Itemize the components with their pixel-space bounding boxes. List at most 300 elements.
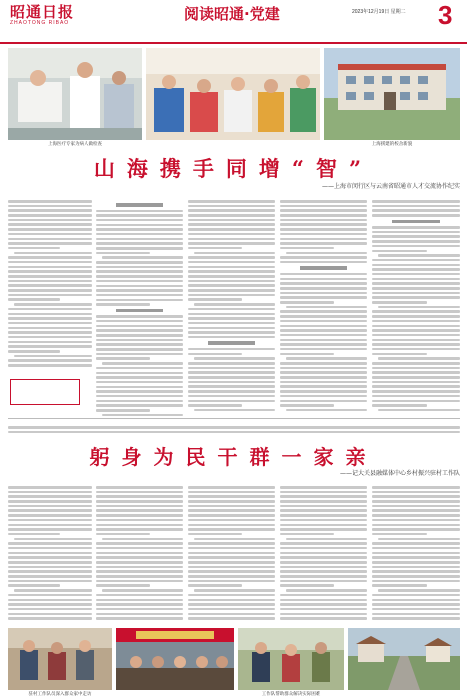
photo-village-road[interactable]	[348, 628, 460, 690]
text-line-placeholder	[194, 252, 275, 255]
medical-exam-image	[8, 48, 142, 140]
text-line-placeholder	[372, 292, 460, 295]
text-line-placeholder	[280, 247, 334, 250]
text-line-placeholder	[188, 533, 242, 536]
text-line-placeholder	[96, 247, 183, 250]
text-line-placeholder	[372, 259, 460, 262]
text-line-placeholder	[96, 575, 183, 578]
text-line-placeholder	[96, 509, 183, 512]
article1-column-1	[8, 200, 92, 370]
text-line-placeholder	[188, 528, 275, 531]
text-line-placeholder	[96, 381, 183, 384]
text-line-placeholder	[8, 613, 92, 616]
text-line-placeholder	[188, 617, 275, 620]
text-line-placeholder	[8, 313, 92, 316]
text-line-placeholder	[8, 256, 92, 259]
highlight-text	[11, 380, 79, 384]
article2-column-5	[372, 486, 460, 624]
article1-column-5	[372, 200, 460, 415]
text-line-placeholder	[8, 219, 92, 222]
text-line-placeholder	[286, 306, 367, 309]
text-line-placeholder	[372, 509, 460, 512]
text-line-placeholder	[372, 376, 460, 379]
photo-help-villagers[interactable]	[238, 628, 344, 690]
masthead-rule	[0, 42, 467, 44]
photo-caption: 工作队帮助群众解决实际困难	[261, 691, 321, 696]
text-line-placeholder	[96, 404, 183, 407]
text-line-placeholder	[8, 331, 92, 334]
text-line-placeholder	[8, 298, 60, 301]
text-line-placeholder	[96, 580, 183, 583]
text-line-placeholder	[372, 575, 460, 578]
issue-date: 2023年12月19日 星期二	[352, 9, 406, 15]
text-line-placeholder	[188, 561, 275, 564]
text-line-placeholder	[8, 617, 92, 620]
text-line-placeholder	[280, 256, 367, 259]
text-line-placeholder	[280, 500, 367, 503]
text-line-placeholder	[188, 298, 242, 301]
text-line-placeholder	[372, 296, 460, 299]
text-line-placeholder	[96, 524, 183, 527]
text-line-placeholder	[280, 505, 367, 508]
text-line-placeholder	[188, 367, 275, 370]
text-line-placeholder	[8, 336, 92, 339]
text-line-placeholder	[378, 538, 460, 541]
article1-column-4	[280, 200, 367, 415]
text-line-placeholder	[188, 313, 275, 316]
text-line-placeholder	[188, 242, 275, 245]
text-line-placeholder	[188, 376, 275, 379]
text-line-placeholder	[14, 355, 92, 358]
text-line-placeholder	[96, 528, 183, 531]
text-line-placeholder	[96, 325, 183, 328]
text-line-placeholder	[96, 270, 183, 273]
text-line-placeholder	[372, 320, 460, 323]
text-line-placeholder	[372, 519, 460, 522]
text-line-placeholder	[8, 552, 92, 555]
text-line-placeholder	[8, 528, 92, 531]
text-line-placeholder	[14, 589, 92, 592]
article1-subtitle: ——上海市闵行区与云南省昭通市人才交流协作纪实	[321, 183, 460, 190]
text-line-placeholder	[188, 404, 242, 407]
text-line-placeholder	[8, 280, 92, 283]
text-line-placeholder	[188, 505, 275, 508]
text-line-placeholder	[8, 599, 92, 602]
text-line-placeholder	[96, 303, 150, 306]
photo-students[interactable]	[146, 48, 320, 140]
text-line-placeholder	[372, 580, 460, 583]
text-line-placeholder	[8, 350, 60, 353]
text-line-placeholder	[8, 359, 92, 362]
students-classroom-image	[146, 48, 320, 140]
text-line-placeholder	[280, 362, 367, 365]
text-line-placeholder	[96, 386, 183, 389]
text-line-placeholder	[280, 547, 367, 550]
text-line-placeholder	[194, 303, 275, 306]
text-line-placeholder	[188, 238, 275, 241]
text-line-placeholder	[280, 200, 367, 203]
text-line-placeholder	[188, 594, 275, 597]
text-line-placeholder	[372, 570, 460, 573]
text-line-placeholder	[96, 261, 183, 264]
text-line-placeholder	[96, 603, 183, 606]
text-line-placeholder	[96, 343, 183, 346]
text-line-placeholder	[8, 247, 60, 250]
photo-medical-exam[interactable]	[8, 48, 142, 140]
text-line-placeholder	[96, 584, 150, 587]
text-line-placeholder	[378, 357, 460, 360]
text-line-placeholder	[188, 608, 275, 611]
text-line-placeholder	[96, 367, 183, 370]
text-line-placeholder	[8, 491, 92, 494]
text-line-placeholder	[188, 266, 275, 269]
text-line-placeholder	[280, 395, 367, 398]
text-line-placeholder	[280, 282, 367, 285]
text-line-placeholder	[8, 431, 460, 434]
text-line-placeholder	[280, 367, 367, 370]
text-line-placeholder	[8, 209, 92, 212]
text-line-placeholder	[372, 310, 460, 313]
text-line-placeholder	[96, 320, 183, 323]
text-line-placeholder	[188, 575, 275, 578]
text-line-placeholder	[372, 209, 460, 212]
text-line-placeholder	[188, 400, 275, 403]
section-heading-placeholder	[208, 341, 256, 345]
text-line-placeholder	[8, 205, 92, 208]
text-line-placeholder	[188, 491, 275, 494]
text-line-placeholder	[372, 561, 460, 564]
editor-note-lines	[8, 426, 460, 438]
text-line-placeholder	[96, 334, 183, 337]
text-line-placeholder	[188, 322, 275, 325]
text-line-placeholder	[372, 613, 460, 616]
text-line-placeholder	[8, 542, 92, 545]
text-line-placeholder	[372, 495, 460, 498]
text-line-placeholder	[8, 594, 92, 597]
text-line-placeholder	[188, 362, 275, 365]
text-line-placeholder	[280, 348, 367, 351]
text-line-placeholder	[96, 566, 183, 569]
text-line-placeholder	[372, 315, 460, 318]
text-line-placeholder	[194, 409, 275, 412]
text-line-placeholder	[280, 575, 367, 578]
text-line-placeholder	[280, 570, 367, 573]
text-line-placeholder	[280, 552, 367, 555]
text-line-placeholder	[372, 603, 460, 606]
text-line-placeholder	[280, 278, 367, 281]
photo-caption: 驻村工作队员深入群众家中走访	[28, 691, 92, 696]
article1-column-2	[96, 200, 183, 415]
text-line-placeholder	[8, 261, 92, 264]
text-line-placeholder	[96, 519, 183, 522]
text-line-placeholder	[188, 500, 275, 503]
text-line-placeholder	[8, 575, 92, 578]
text-line-placeholder	[286, 252, 367, 255]
text-line-placeholder	[372, 353, 427, 356]
text-line-placeholder	[188, 308, 275, 311]
text-line-placeholder	[372, 301, 427, 304]
text-line-placeholder	[96, 409, 150, 412]
help-villagers-image	[238, 628, 344, 690]
text-line-placeholder	[372, 348, 460, 351]
text-line-placeholder	[372, 235, 460, 238]
text-line-placeholder	[280, 533, 334, 536]
text-line-placeholder	[280, 491, 367, 494]
text-line-placeholder	[286, 538, 367, 541]
text-line-placeholder	[8, 505, 92, 508]
text-line-placeholder	[280, 514, 367, 517]
text-line-placeholder	[102, 538, 183, 541]
text-line-placeholder	[372, 231, 460, 234]
text-line-placeholder	[188, 390, 275, 393]
text-line-placeholder	[280, 320, 367, 323]
text-line-placeholder	[96, 400, 183, 403]
text-line-placeholder	[372, 268, 460, 271]
text-line-placeholder	[8, 547, 92, 550]
article2-column-4	[280, 486, 367, 624]
article1-column-3	[188, 200, 275, 415]
text-line-placeholder	[188, 566, 275, 569]
text-line-placeholder	[14, 303, 92, 306]
text-line-placeholder	[188, 584, 242, 587]
text-line-placeholder	[280, 519, 367, 522]
text-line-placeholder	[96, 395, 183, 398]
text-line-placeholder	[280, 390, 367, 393]
text-line-placeholder	[96, 242, 183, 245]
text-line-placeholder	[102, 256, 183, 259]
text-line-placeholder	[372, 552, 460, 555]
text-line-placeholder	[96, 570, 183, 573]
text-line-placeholder	[8, 284, 92, 287]
text-line-placeholder	[8, 509, 92, 512]
text-line-placeholder	[8, 608, 92, 611]
text-line-placeholder	[188, 228, 275, 231]
text-line-placeholder	[372, 524, 460, 527]
text-line-placeholder	[280, 584, 334, 587]
text-line-placeholder	[280, 400, 367, 403]
text-line-placeholder	[372, 273, 460, 276]
text-line-placeholder	[372, 500, 460, 503]
text-line-placeholder	[8, 584, 60, 587]
text-line-placeholder	[372, 339, 460, 342]
text-line-placeholder	[102, 589, 183, 592]
visit-home-image	[8, 628, 112, 690]
text-line-placeholder	[372, 325, 460, 328]
text-line-placeholder	[96, 224, 183, 227]
article2-column-2	[96, 486, 183, 624]
photo-meeting[interactable]	[116, 628, 234, 690]
text-line-placeholder	[372, 240, 460, 243]
text-line-placeholder	[188, 556, 275, 559]
text-line-placeholder	[96, 210, 183, 213]
text-line-placeholder	[8, 426, 460, 429]
text-line-placeholder	[96, 547, 183, 550]
text-line-placeholder	[280, 528, 367, 531]
text-line-placeholder	[188, 613, 275, 616]
text-line-placeholder	[8, 238, 92, 241]
text-line-placeholder	[280, 566, 367, 569]
text-line-placeholder	[280, 205, 367, 208]
text-line-placeholder	[96, 315, 183, 318]
text-line-placeholder	[280, 617, 367, 620]
text-line-placeholder	[96, 376, 183, 379]
text-line-placeholder	[194, 538, 275, 541]
text-line-placeholder	[280, 376, 367, 379]
text-line-placeholder	[280, 603, 367, 606]
text-line-placeholder	[280, 608, 367, 611]
text-line-placeholder	[188, 371, 275, 374]
text-line-placeholder	[280, 556, 367, 559]
text-line-placeholder	[280, 238, 367, 241]
text-line-placeholder	[8, 519, 92, 522]
text-line-placeholder	[188, 385, 275, 388]
text-line-placeholder	[188, 219, 275, 222]
text-line-placeholder	[96, 486, 183, 489]
text-line-placeholder	[8, 524, 92, 527]
article2-column-1	[8, 486, 92, 624]
text-line-placeholder	[372, 547, 460, 550]
text-line-placeholder	[372, 395, 460, 398]
text-line-placeholder	[96, 372, 183, 375]
text-line-placeholder	[372, 486, 460, 489]
text-line-placeholder	[96, 228, 183, 231]
logo-main-text: 昭通日报	[10, 3, 75, 21]
text-line-placeholder	[372, 214, 460, 217]
text-line-placeholder	[372, 200, 460, 203]
photo-caption: 上海援建的校舍新貌	[371, 141, 413, 146]
text-line-placeholder	[378, 306, 460, 309]
text-line-placeholder	[188, 247, 242, 250]
text-line-placeholder	[188, 509, 275, 512]
text-line-placeholder	[280, 287, 367, 290]
text-line-placeholder	[8, 308, 92, 311]
text-line-placeholder	[188, 395, 275, 398]
text-line-placeholder	[280, 233, 367, 236]
text-line-placeholder	[96, 500, 183, 503]
text-line-placeholder	[188, 223, 275, 226]
text-line-placeholder	[280, 310, 367, 313]
text-line-placeholder	[96, 594, 183, 597]
text-line-placeholder	[96, 491, 183, 494]
article2-subtitle: ——记大关县融媒体中心乡村振兴驻村工作队	[339, 470, 460, 477]
text-line-placeholder	[188, 514, 275, 517]
text-line-placeholder	[96, 353, 183, 356]
text-line-placeholder	[378, 589, 460, 592]
text-line-placeholder	[96, 266, 183, 269]
text-line-placeholder	[188, 381, 275, 384]
village-road-image	[348, 628, 460, 690]
newspaper-logo[interactable]	[10, 4, 90, 38]
text-line-placeholder	[8, 322, 92, 325]
text-line-placeholder	[102, 362, 183, 365]
text-line-placeholder	[96, 617, 183, 620]
text-line-placeholder	[188, 599, 275, 602]
text-line-placeholder	[188, 348, 275, 351]
text-line-placeholder	[378, 254, 460, 257]
text-line-placeholder	[188, 275, 275, 278]
section-title: 阅读昭通·党建	[184, 5, 280, 23]
text-line-placeholder	[188, 331, 275, 334]
text-line-placeholder	[372, 287, 460, 290]
text-line-placeholder	[96, 390, 183, 393]
text-line-placeholder	[372, 282, 460, 285]
text-line-placeholder	[96, 514, 183, 517]
text-line-placeholder	[372, 608, 460, 611]
text-line-placeholder	[280, 228, 367, 231]
text-line-placeholder	[280, 339, 367, 342]
article2-column-3	[188, 486, 275, 624]
text-line-placeholder	[96, 608, 183, 611]
text-line-placeholder	[372, 514, 460, 517]
text-line-placeholder	[96, 219, 183, 222]
text-line-placeholder	[96, 285, 183, 288]
text-line-placeholder	[372, 250, 427, 253]
text-line-placeholder	[280, 371, 367, 374]
text-line-placeholder	[96, 348, 183, 351]
text-line-placeholder	[14, 538, 92, 541]
text-line-placeholder	[286, 409, 367, 412]
logo-pinyin: ZHAOTONG RIBAO	[10, 20, 70, 26]
text-line-placeholder	[8, 223, 92, 226]
text-line-placeholder	[280, 209, 367, 212]
text-line-placeholder	[372, 343, 460, 346]
text-line-placeholder	[280, 301, 334, 304]
text-line-placeholder	[372, 542, 460, 545]
photo-visit-home[interactable]	[8, 628, 112, 690]
text-line-placeholder	[188, 261, 275, 264]
text-line-placeholder	[188, 294, 275, 297]
text-line-placeholder	[280, 580, 367, 583]
text-line-placeholder	[188, 233, 275, 236]
text-line-placeholder	[280, 495, 367, 498]
text-line-placeholder	[194, 357, 275, 360]
text-line-placeholder	[188, 519, 275, 522]
text-line-placeholder	[372, 528, 460, 531]
text-line-placeholder	[372, 381, 460, 384]
text-line-placeholder	[8, 500, 92, 503]
text-line-placeholder	[372, 390, 460, 393]
page-number: 3	[438, 0, 453, 30]
photo-school-building[interactable]	[324, 48, 460, 140]
text-line-placeholder	[372, 371, 460, 374]
text-line-placeholder	[286, 589, 367, 592]
text-line-placeholder	[96, 294, 183, 297]
text-line-placeholder	[96, 238, 183, 241]
text-line-placeholder	[372, 329, 460, 332]
text-line-placeholder	[280, 599, 367, 602]
text-line-placeholder	[96, 280, 183, 283]
text-line-placeholder	[280, 315, 367, 318]
text-line-placeholder	[96, 505, 183, 508]
text-line-placeholder	[372, 385, 460, 388]
text-line-placeholder	[96, 552, 183, 555]
text-line-placeholder	[96, 289, 183, 292]
text-line-placeholder	[96, 214, 183, 217]
text-line-placeholder	[8, 341, 92, 344]
text-line-placeholder	[8, 580, 92, 583]
text-line-placeholder	[8, 270, 92, 273]
text-line-placeholder	[280, 296, 367, 299]
text-line-placeholder	[96, 613, 183, 616]
text-line-placeholder	[372, 599, 460, 602]
text-line-placeholder	[372, 556, 460, 559]
text-line-placeholder	[102, 414, 183, 417]
text-line-placeholder	[280, 542, 367, 545]
text-line-placeholder	[8, 345, 92, 348]
text-line-placeholder	[188, 214, 275, 217]
text-line-placeholder	[372, 594, 460, 597]
section-heading-placeholder	[116, 203, 164, 207]
